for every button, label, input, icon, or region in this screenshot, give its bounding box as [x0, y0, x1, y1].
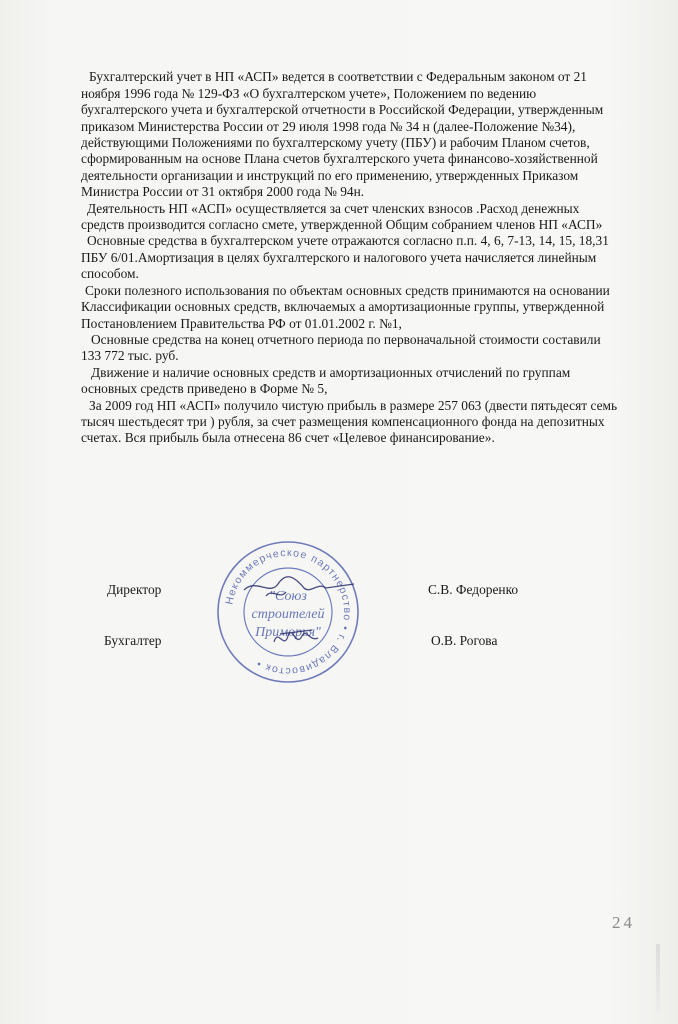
paragraph-asset-value: Основные средства на конец отчетного периода по первоначальной стоимости составили 133 772 тыс. руб.: [81, 331, 601, 364]
svg-text:строителей: строителей: [251, 607, 325, 622]
svg-text:Приморья": Приморья": [255, 625, 321, 640]
official-stamp: [214, 538, 362, 686]
svg-text:"Союз: "Союз: [269, 589, 307, 604]
director-name: С.В. Федоренко: [428, 582, 519, 597]
page-number: 24: [612, 913, 635, 932]
accountant-name: О.В. Рогова: [431, 633, 498, 648]
accountant-title: Бухгалтер: [104, 633, 162, 648]
document-body: [81, 53, 621, 447]
svg-text:Некоммерческое партнерство • г: Некоммерческое партнерство • г. Владивосток •: [223, 546, 354, 678]
paragraph-fixed-assets: Основные средства в бухгалтерском учете отражаются согласно п.п. 4, 6, 7-13, 14, 15, 18,31 ПБУ 6/01.Амортизация в целях бухгалтерского и налогового учета начисляется линейным способом.: [81, 233, 609, 282]
paragraph-net-profit: За 2009 год НП «АСП» получило чистую прибыль в размере 257 063 (двести пятьдесят семь тысяч шестьдесят три ) рубля, за счет размещения компенсационного фонда на депозитных счетах. Вся прибыль была отнесена 86 счет «Целевое финансирование».: [81, 397, 618, 446]
paragraph-useful-life: Сроки полезного использования по объектам основных средств принимаются на основании Классификации основных средств, включаемых а амортизационные группы, утвержденной Постановлением Правительства РФ от 01.01.2002 г. №1,: [81, 282, 610, 331]
paragraph-asset-movement: Движение и наличие основных средств и амортизационных отчислений по группам основных средств приведено в Форме № 5,: [81, 364, 571, 397]
director-title: Директор: [107, 582, 162, 597]
paragraph-accounting-basis: Бухгалтерский учет в НП «АСП» ведется в соответствии с Федеральным законом от 21 ноября 1996 года № 129-ФЗ «О бухгалтерском учете», Положением по ведению бухгалтерского учета и бухгалтерской отчетности в Российской Федерации, утвержденным приказом Министерства России от 29 июля 1998 года № 34 н (далее-Положение №34), действующими Положениями по бухгалтерскому учету (ПБУ) и рабочим Планом счетов, сформированным на основе Плана счетов бухгалтерского учета финансово-хозяйственной деятельности организации и инструкций по его применению, утвержденных Приказом Министра России от 31 октября 2000 года № 94н.: [81, 69, 604, 200]
paragraph-activity-funding: Деятельность НП «АСП» осуществляется за счет членских взносов .Расход денежных средств производится согласно смете, утвержденной Общим собранием членов НП «АСП»: [81, 200, 603, 233]
scan-edge-mark: [656, 944, 660, 1014]
